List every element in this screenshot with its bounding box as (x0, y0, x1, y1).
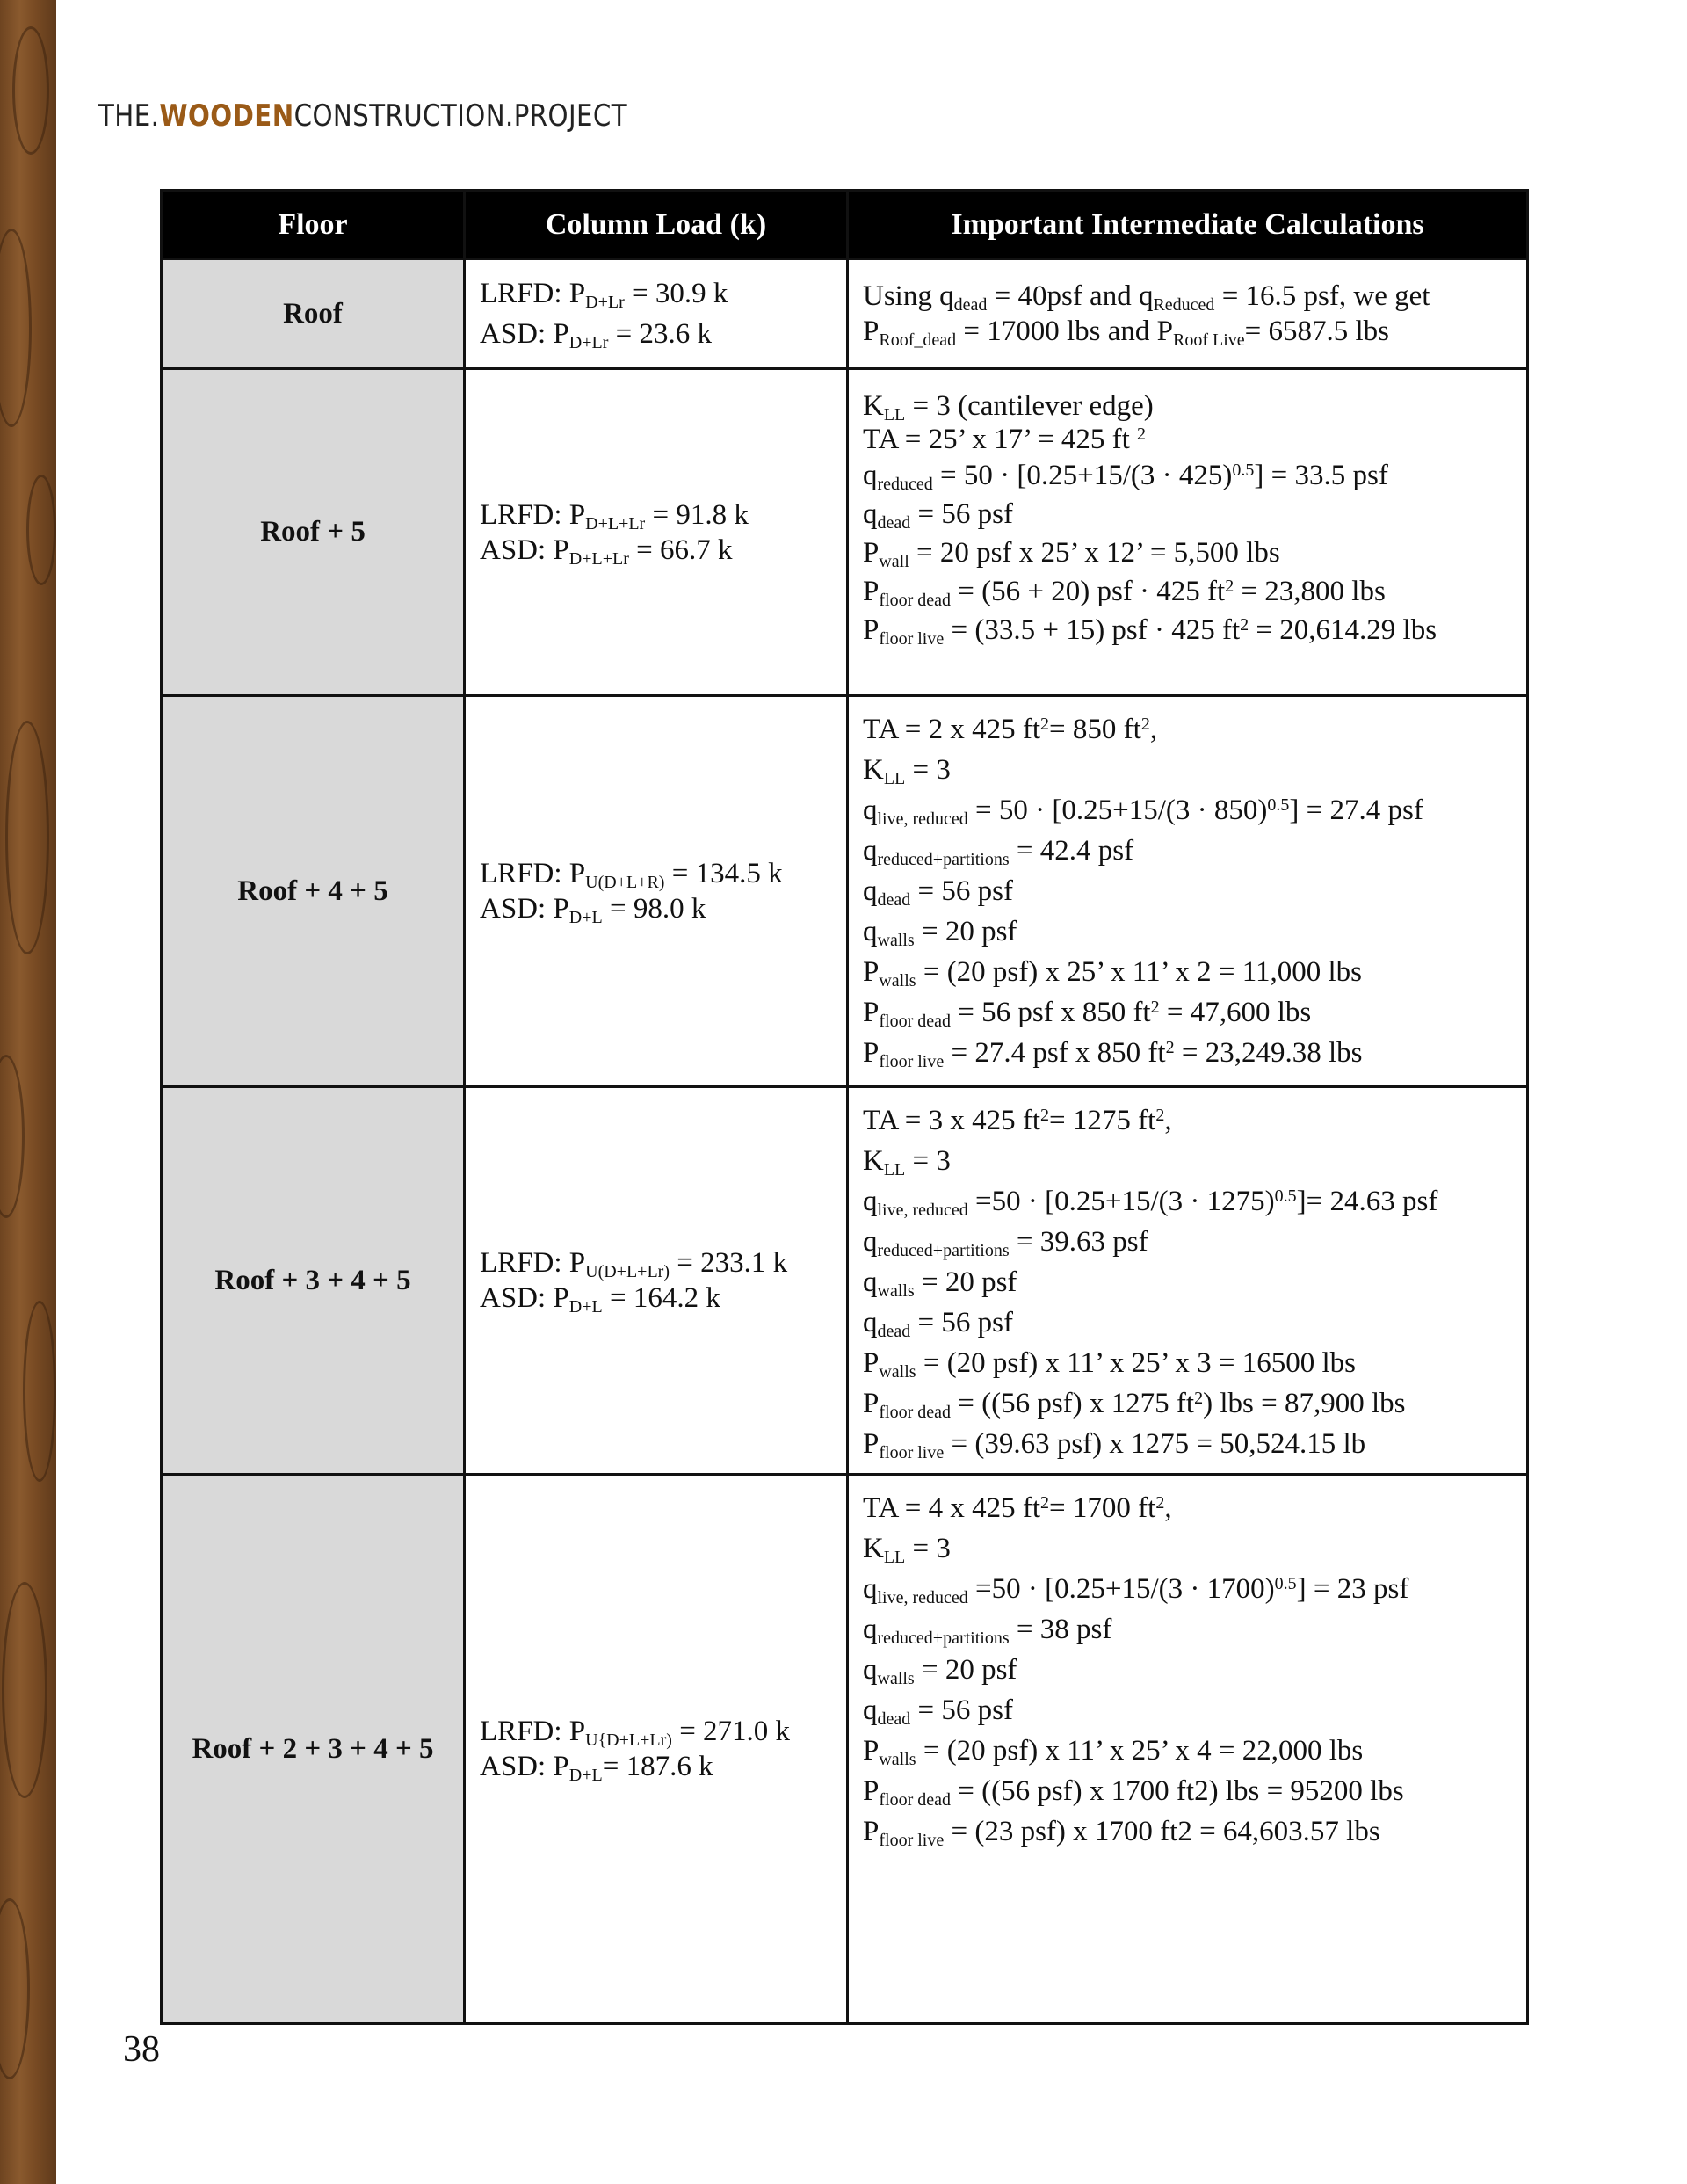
floor-cell: Roof + 4 + 5 (162, 696, 465, 1087)
floor-cell: Roof + 5 (162, 369, 465, 696)
calc-cell: TA = 3 x 425 $ft^2= 1275$ $ft^2$, $K_{LL} = 3$ $q_{live, reduced} =50 \cdot [0.25+15/(3 \cdot 1275)^{0.5}]= 24.63$ psf $q_{reduced+partitions} = 39.63$ psf $q_{walls} = 20$ psf $q_{dead} = 56$ psf $P_{walls} = (20$ psf) x 11’ x 25’ x 3 = 16500 lbs $P_{floor dead} = ((56$ psf) x 1275 $ft^2$) lbs = 87,900 lbs $P_{floor live} = (39.63$ psf) x 1275 = 50,524.15 lb (848, 1087, 1528, 1475)
lrfd-line: LRFD: $P_{U\{D+L+Lr)} = 271.0$ k (480, 1716, 791, 1750)
table-row (162, 259, 1528, 369)
floor-cell: Roof (162, 259, 465, 369)
col-header-calculations: Important Intermediate Calculations (848, 191, 1528, 259)
load-cell (465, 696, 848, 1087)
brand-header (98, 98, 627, 134)
floor-cell: Roof + 2 + 3 + 4 + 5 (162, 1475, 465, 2024)
asd-line: ASD: $P_{D+L} = 164.2$ k (480, 1282, 720, 1317)
calc-cell: $K_{LL} = 3$ (cantilever edge) TA = 25’ x 17’ = 425 ft $^2$ $q_{reduced} = 50 \cdot [0.25+15/(3 \cdot 425)^{0.5}] = 33.5$ psf $q_{dead} = 56$ psf $P_{wall} = 20$ psf x 25’ x 12’ = 5,500 lbs $P_{floor dead} = (56 + 20)$ psf · 425 $ft^2 = 23,800$ lbs $P_{floor live} = (33.5 + 15)$ psf · 425 $ft^2 = 20,614.29$ lbs (848, 369, 1528, 696)
col-header-column-load: Column Load (k) (465, 191, 848, 259)
calc-cell (848, 259, 1528, 369)
table-row (162, 696, 1528, 1087)
table-row (162, 1087, 1528, 1475)
load-cell (465, 369, 848, 696)
asd-line: ASD: $P_{D+L+Lr} = 66.7$ k (480, 533, 733, 569)
lrfd-line: LRFD: $P_{U(D+L+Lr)} = 233.1$ k (480, 1247, 788, 1281)
asd-line: ASD: $P_{D+L}= 187.6$ k (480, 1751, 713, 1785)
lrfd-line: LRFD: $P_{U(D+L+R)} = 134.5$ k (480, 858, 783, 892)
lrfd-line: LRFD: $P_{D+L+Lr} = 91.8$ k (480, 498, 749, 533)
table-header-row (162, 191, 1528, 259)
calc-line: Using $q_{dead} = 40psf$ and $q_{Reduced} = 16.5$ psf, we get (863, 280, 1430, 315)
brand-prefix: THE. (98, 98, 160, 134)
column-load-table (160, 189, 1529, 2025)
page-number: 38 (123, 2029, 160, 2070)
wood-border-decoration (0, 0, 56, 2184)
brand-highlight: WOODEN (159, 98, 294, 134)
table-row (162, 369, 1528, 696)
brand-suffix: CONSTRUCTION.PROJECT (293, 98, 628, 134)
floor-cell: Roof + 3 + 4 + 5 (162, 1087, 465, 1475)
lrfd-line: LRFD: $P_{D+Lr} = 30.9$ k (480, 278, 728, 312)
calc-cell: TA = 2 x 425 $ft^2= 850$ $ft^2$, $K_{LL} = 3$ $q_{live, reduced} = 50 \cdot [0.25+15/(3 \cdot 850)^{0.5}] = 27.4$ psf $q_{reduced+partitions} = 42.4$ psf $q_{dead} = 56$ psf $q_{walls} = 20$ psf $P_{walls} = (20$ psf) x 25’ x 11’ x 2 = 11,000 lbs $P_{floor dead} = 56$ psf x 850 $ft^2 = 47,600$ lbs $P_{floor live} = 27.4$ psf x 850 $ft^2 = 23,249.38$ lbs (848, 696, 1528, 1087)
table-row (162, 1475, 1528, 2024)
load-cell (465, 259, 848, 369)
col-header-floor: Floor (162, 191, 465, 259)
load-cell (465, 1475, 848, 2024)
calc-cell: TA = 4 x 425 $ft^2= 1700$ $ft^2$, $K_{LL} = 3$ $q_{live, reduced} =50 \cdot [0.25+15/(3 \cdot 1700)^{0.5}] = 23$ psf $q_{reduced+partitions} = 38$ psf $q_{walls} = 20$ psf $q_{dead} = 56$ psf $P_{walls} = (20$ psf) x 11’ x 25’ x 4 = 22,000 lbs $P_{floor dead} = ((56$ psf) x 1700 ft2) lbs = 95200 lbs $P_{floor live} = (23$ psf) x 1700 ft2 = 64,603.57 lbs (848, 1475, 1528, 2024)
load-cell (465, 1087, 848, 1475)
asd-line: ASD: $P_{D+Lr} = 23.6$ k (480, 318, 713, 352)
calc-line: $P_{Roof\_dead} = 17000$ lbs and $P_{Roof Live}= 6587.5$ lbs (863, 316, 1390, 350)
asd-line: ASD: $P_{D+L} = 98.0$ k (480, 893, 706, 927)
